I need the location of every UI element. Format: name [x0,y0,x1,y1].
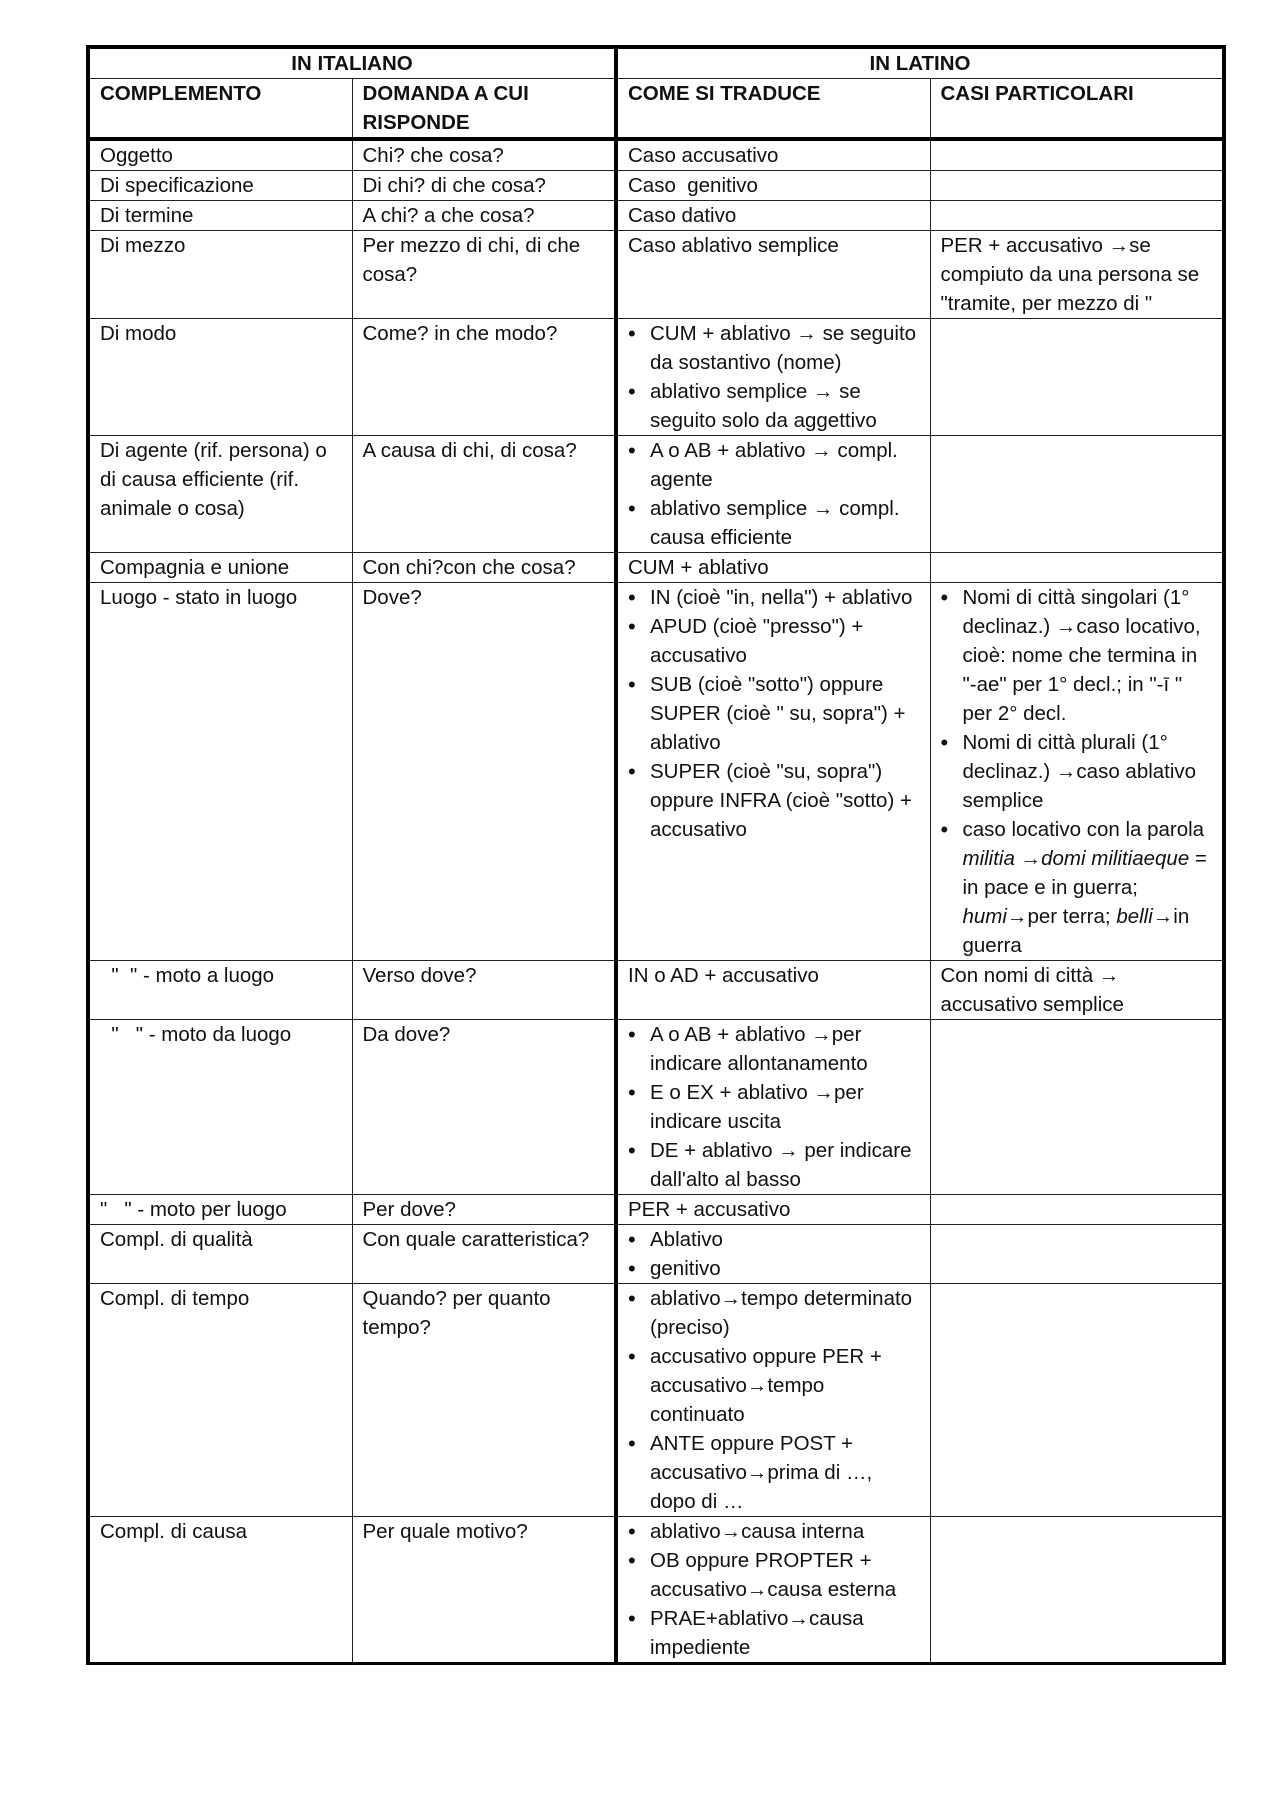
cell-domanda: Per mezzo di chi, di che cosa? [352,231,616,319]
cell-casi-particolari [930,139,1224,171]
cell-domanda: Per dove? [352,1195,616,1225]
cell-domanda: Come? in che modo? [352,319,616,436]
cell-casi-particolari: Con nomi di città → accusativo semplice [930,961,1224,1020]
cell-complemento: " " - moto da luogo [88,1020,352,1195]
cell-traduzione: IN o AD + accusativo [616,961,930,1020]
cell-domanda: Chi? che cosa? [352,139,616,171]
table-row [88,1284,1224,1517]
cell-domanda: Per quale motivo? [352,1517,616,1664]
cell-domanda: Con chi?con che cosa? [352,553,616,583]
cell-traduzione: Caso ablativo semplice [616,231,930,319]
list-item: • DE + ablativo → per indicare dall'alto al basso [650,1136,920,1194]
cell-complemento: Oggetto [88,139,352,171]
list-item: • A o AB + ablativo → compl. agente [650,436,920,494]
cell-complemento: Di agente (rif. persona) o di causa efficiente (rif. animale o cosa) [88,436,352,553]
list-item: • SUB (cioè "sotto") oppure SUPER (cioè " su, sopra") + ablativo [650,670,920,757]
list-item: • PRAE+ablativo→causa impediente [650,1604,920,1662]
cell-casi-particolari [930,1195,1224,1225]
table-row [88,319,1224,436]
cell-complemento: Compl. di qualità [88,1225,352,1284]
cell-domanda: Dove? [352,583,616,961]
text: → [1014,847,1042,870]
list-item-locativo [963,815,1213,960]
cell-domanda: Da dove? [352,1020,616,1195]
table-row [88,1195,1224,1225]
text: caso locativo con la parola [962,818,1205,841]
cell-complemento: Compl. di causa [88,1517,352,1664]
list-item: • genitivo [650,1254,920,1283]
cell-casi-particolari [930,583,1224,961]
cell-casi-particolari [930,1517,1224,1664]
translation-list [628,1284,920,1516]
list-item: • accusativo oppure PER + accusativo→tempo continuato [650,1342,920,1429]
cell-casi-particolari [930,1225,1224,1284]
cell-traduzione [616,1225,930,1284]
list-item: • E o EX + ablativo →per indicare uscita [650,1078,920,1136]
cell-domanda: Verso dove? [352,961,616,1020]
cell-complemento: Di modo [88,319,352,436]
cell-complemento: Di termine [88,201,352,231]
complementi-table [86,45,1226,1665]
cell-traduzione [616,1020,930,1195]
cell-traduzione: Caso genitivo [616,171,930,201]
header-come-si-traduce: COME SI TRADUCE [616,79,930,140]
list-item: • APUD (cioè "presso") + accusativo [650,612,920,670]
header-domanda: DOMANDA A CUI RISPONDE [352,79,616,140]
table-row [88,1020,1224,1195]
cell-domanda: Con quale caratteristica? [352,1225,616,1284]
text-italic: humi [962,905,1007,928]
list-item: • ablativo semplice → se seguito solo da aggettivo [650,377,920,435]
list-item: • SUPER (cioè "su, sopra") oppure INFRA (cioè "sotto) + accusativo [650,757,920,844]
cell-complemento: Luogo - stato in luogo [88,583,352,961]
text: →in guerra [962,905,1190,957]
table-row [88,139,1224,171]
cell-complemento: " " - moto per luogo [88,1195,352,1225]
table-row [88,583,1224,961]
list-item: • OB oppure PROPTER + accusativo→causa esterna [650,1546,920,1604]
list-item: • Nomi di città singolari (1° declinaz.) →caso locativo, cioè: nome che termina in "-ae" per 1° decl.; in "-ī " per 2° decl. [963,583,1213,728]
text-italic: belli [1116,905,1153,928]
translation-list [628,1517,920,1662]
list-item: • CUM + ablativo → se seguito da sostantivo (nome) [650,319,920,377]
header-columns-row [88,79,1224,140]
table-row [88,1517,1224,1664]
list-item: • ablativo semplice → compl. causa efficiente [650,494,920,552]
header-group-row [88,47,1224,79]
text-italic: militia [962,847,1015,870]
table-row [88,231,1224,319]
cell-casi-particolari [930,171,1224,201]
cell-casi-particolari: PER + accusativo →se compiuto da una persona se "tramite, per mezzo di " [930,231,1224,319]
cell-traduzione [616,1517,930,1664]
header-complemento: COMPLEMENTO [88,79,352,140]
cell-domanda: Quando? per quanto tempo? [352,1284,616,1517]
cell-traduzione: Caso accusativo [616,139,930,171]
list-item: • ablativo→causa interna [650,1517,920,1546]
table-row [88,436,1224,553]
translation-list [628,1020,920,1194]
table-row [88,553,1224,583]
cell-casi-particolari [930,319,1224,436]
list-item: • A o AB + ablativo →per indicare allontanamento [650,1020,920,1078]
table-row [88,201,1224,231]
table-row [88,171,1224,201]
cell-casi-particolari [930,201,1224,231]
cell-casi-particolari [930,553,1224,583]
cell-traduzione [616,436,930,553]
cell-casi-particolari [930,1020,1224,1195]
cell-domanda: A chi? a che cosa? [352,201,616,231]
cell-complemento: " " - moto a luogo [88,961,352,1020]
cell-complemento: Compl. di tempo [88,1284,352,1517]
list-item: • ANTE oppure POST + accusativo→prima di …, dopo di … [650,1429,920,1516]
header-in-italiano: IN ITALIANO [88,47,616,79]
document-page [86,45,1222,1665]
translation-list [628,436,920,552]
cell-traduzione [616,319,930,436]
text: = in pace e in guerra; [962,847,1207,899]
cell-complemento: Di specificazione [88,171,352,201]
special-cases-list [941,583,1213,960]
cell-casi-particolari [930,436,1224,553]
cell-traduzione [616,1284,930,1517]
cell-complemento: Di mezzo [88,231,352,319]
cell-traduzione [616,583,930,961]
header-casi-particolari: CASI PARTICOLARI [930,79,1224,140]
list-item: • Ablativo [650,1225,920,1254]
text: →per terra; [1006,905,1117,928]
cell-complemento: Compagnia e unione [88,553,352,583]
list-item: • Nomi di città plurali (1° declinaz.) →caso ablativo semplice [963,728,1213,815]
translation-list [628,319,920,435]
header-in-latino: IN LATINO [616,47,1224,79]
cell-traduzione: CUM + ablativo [616,553,930,583]
text-italic: domi militiaeque [1041,847,1190,870]
list-item: • IN (cioè "in, nella") + ablativo [650,583,920,612]
translation-list [628,583,920,844]
table-row [88,961,1224,1020]
translation-list [628,1225,920,1283]
cell-traduzione: Caso dativo [616,201,930,231]
cell-domanda: A causa di chi, di cosa? [352,436,616,553]
table-row [88,1225,1224,1284]
list-item: • ablativo→tempo determinato (preciso) [650,1284,920,1342]
cell-domanda: Di chi? di che cosa? [352,171,616,201]
cell-casi-particolari [930,1284,1224,1517]
cell-traduzione: PER + accusativo [616,1195,930,1225]
